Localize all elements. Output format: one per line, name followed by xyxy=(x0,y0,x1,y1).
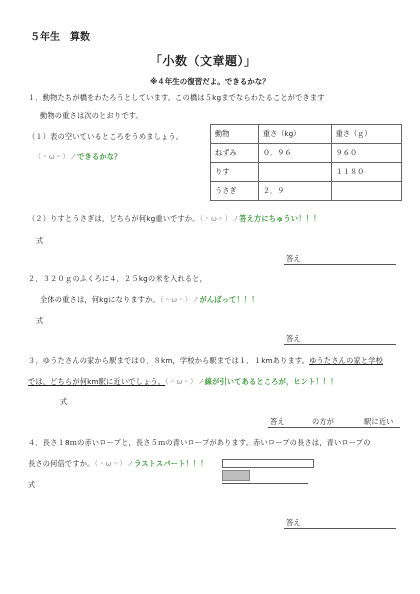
table-cell: ０．９６ xyxy=(258,144,331,163)
blue-rope-bar xyxy=(222,470,250,481)
table-cell: ねずみ xyxy=(211,144,259,163)
hint-text: がんばって！！！ xyxy=(199,295,259,304)
q3-statement-text: ３．ゆうたさんの家から駅までは０．８km，学校から駅までは１．１kmあります。 xyxy=(28,356,310,365)
q2-statement2-text: 全体の重さは，何kgになりますか。 xyxy=(40,295,160,304)
hint-face: （＾ω＾）ノ xyxy=(199,214,240,223)
hint-text: 線が引いてあるところが，ヒント！！！ xyxy=(204,377,338,386)
q1-statement: １．動物たちが橋をわたろうとしています。この橋は５kgまでならわたることができます xyxy=(28,93,325,102)
review-note: ※４年生の復習だよ。できるかな？ xyxy=(150,77,270,86)
q4-statement: ４．長さ１8ｍの赤いロープと，長さ５ｍの青いロープがあります。赤いロープの長さは，青いロープの xyxy=(28,438,371,447)
work-label: 式 xyxy=(36,236,44,245)
q3-underlined-hint-2: では，どちらが何km駅に近いでしょう。 xyxy=(28,377,166,386)
hint-face: （＾ω＾）ノ xyxy=(34,152,78,161)
q1-hint1 xyxy=(34,152,122,162)
work-label: 式 xyxy=(60,397,68,406)
diagram-baseline xyxy=(222,483,308,484)
table-header: 重さ（kg） xyxy=(258,125,331,144)
table-row xyxy=(211,182,402,201)
q1-part1: （１）表の空いているところをうめましょう。 xyxy=(28,132,184,141)
hint-face: （＾ω＾）ノ xyxy=(165,377,205,386)
table-cell: ９６０ xyxy=(331,144,401,163)
hint-face: （＾ω＾）ノ xyxy=(94,459,135,468)
table-cell: うさぎ xyxy=(211,182,259,201)
table-cell: ２．９ xyxy=(258,182,331,201)
hint-face: （＾ω＾）ノ xyxy=(159,295,200,304)
q1-sub-statement: 動物の重さは次のとおりです。 xyxy=(40,111,143,120)
answer-end-text: 駅に近い xyxy=(364,417,394,426)
answer-line[interactable] xyxy=(284,528,396,529)
table-cell: りす xyxy=(211,163,259,182)
page-title: 「小数（文章題）」 xyxy=(150,54,257,68)
q4-statement2-text: 長さの何倍ですか。 xyxy=(28,459,95,468)
red-rope-bar xyxy=(222,459,314,468)
answer-label: 答え xyxy=(286,518,301,527)
table-row xyxy=(211,163,402,182)
table-cell-blank[interactable] xyxy=(331,182,401,201)
q3-statement2 xyxy=(28,377,338,387)
table-header: 重さ（ｇ） xyxy=(331,125,401,144)
q4-statement2 xyxy=(28,459,208,469)
hint-text: できるかな？ xyxy=(77,152,122,161)
answer-label: 答え xyxy=(286,254,301,263)
q2-statement: ２．３２０ｇのふくろに４．２５kgの米を入れると， xyxy=(28,274,208,283)
answer-line[interactable] xyxy=(284,264,396,265)
table-header-row xyxy=(211,125,402,144)
answer-line[interactable] xyxy=(284,344,396,345)
table-cell-blank[interactable] xyxy=(258,163,331,182)
table-header: 動物 xyxy=(211,125,259,144)
q3-statement xyxy=(28,356,383,366)
answer-label: 答え xyxy=(270,417,285,426)
hint-text: ラストスパート！！！ xyxy=(134,459,208,468)
work-label: 式 xyxy=(36,316,44,325)
hint-text: 答え方にちゅうい！！！ xyxy=(239,214,321,223)
answer-mid-text: の方が xyxy=(312,417,335,426)
answer-label: 答え xyxy=(286,334,301,343)
table-cell: １１８０ xyxy=(331,163,401,182)
work-label: 式 xyxy=(28,480,36,489)
q2-statement2 xyxy=(40,295,259,305)
q1-part2-text: （２）りすとうさぎは，どちらが何kg重いですか。 xyxy=(28,214,200,223)
answer-line[interactable] xyxy=(268,427,400,428)
animal-weight-table xyxy=(210,124,402,201)
q3-underlined-hint: ゆうたさんの家と学校 xyxy=(309,356,384,365)
q1-part2 xyxy=(28,214,320,224)
table-row xyxy=(211,144,402,163)
grade-subject: ５年生 算数 xyxy=(30,32,90,43)
